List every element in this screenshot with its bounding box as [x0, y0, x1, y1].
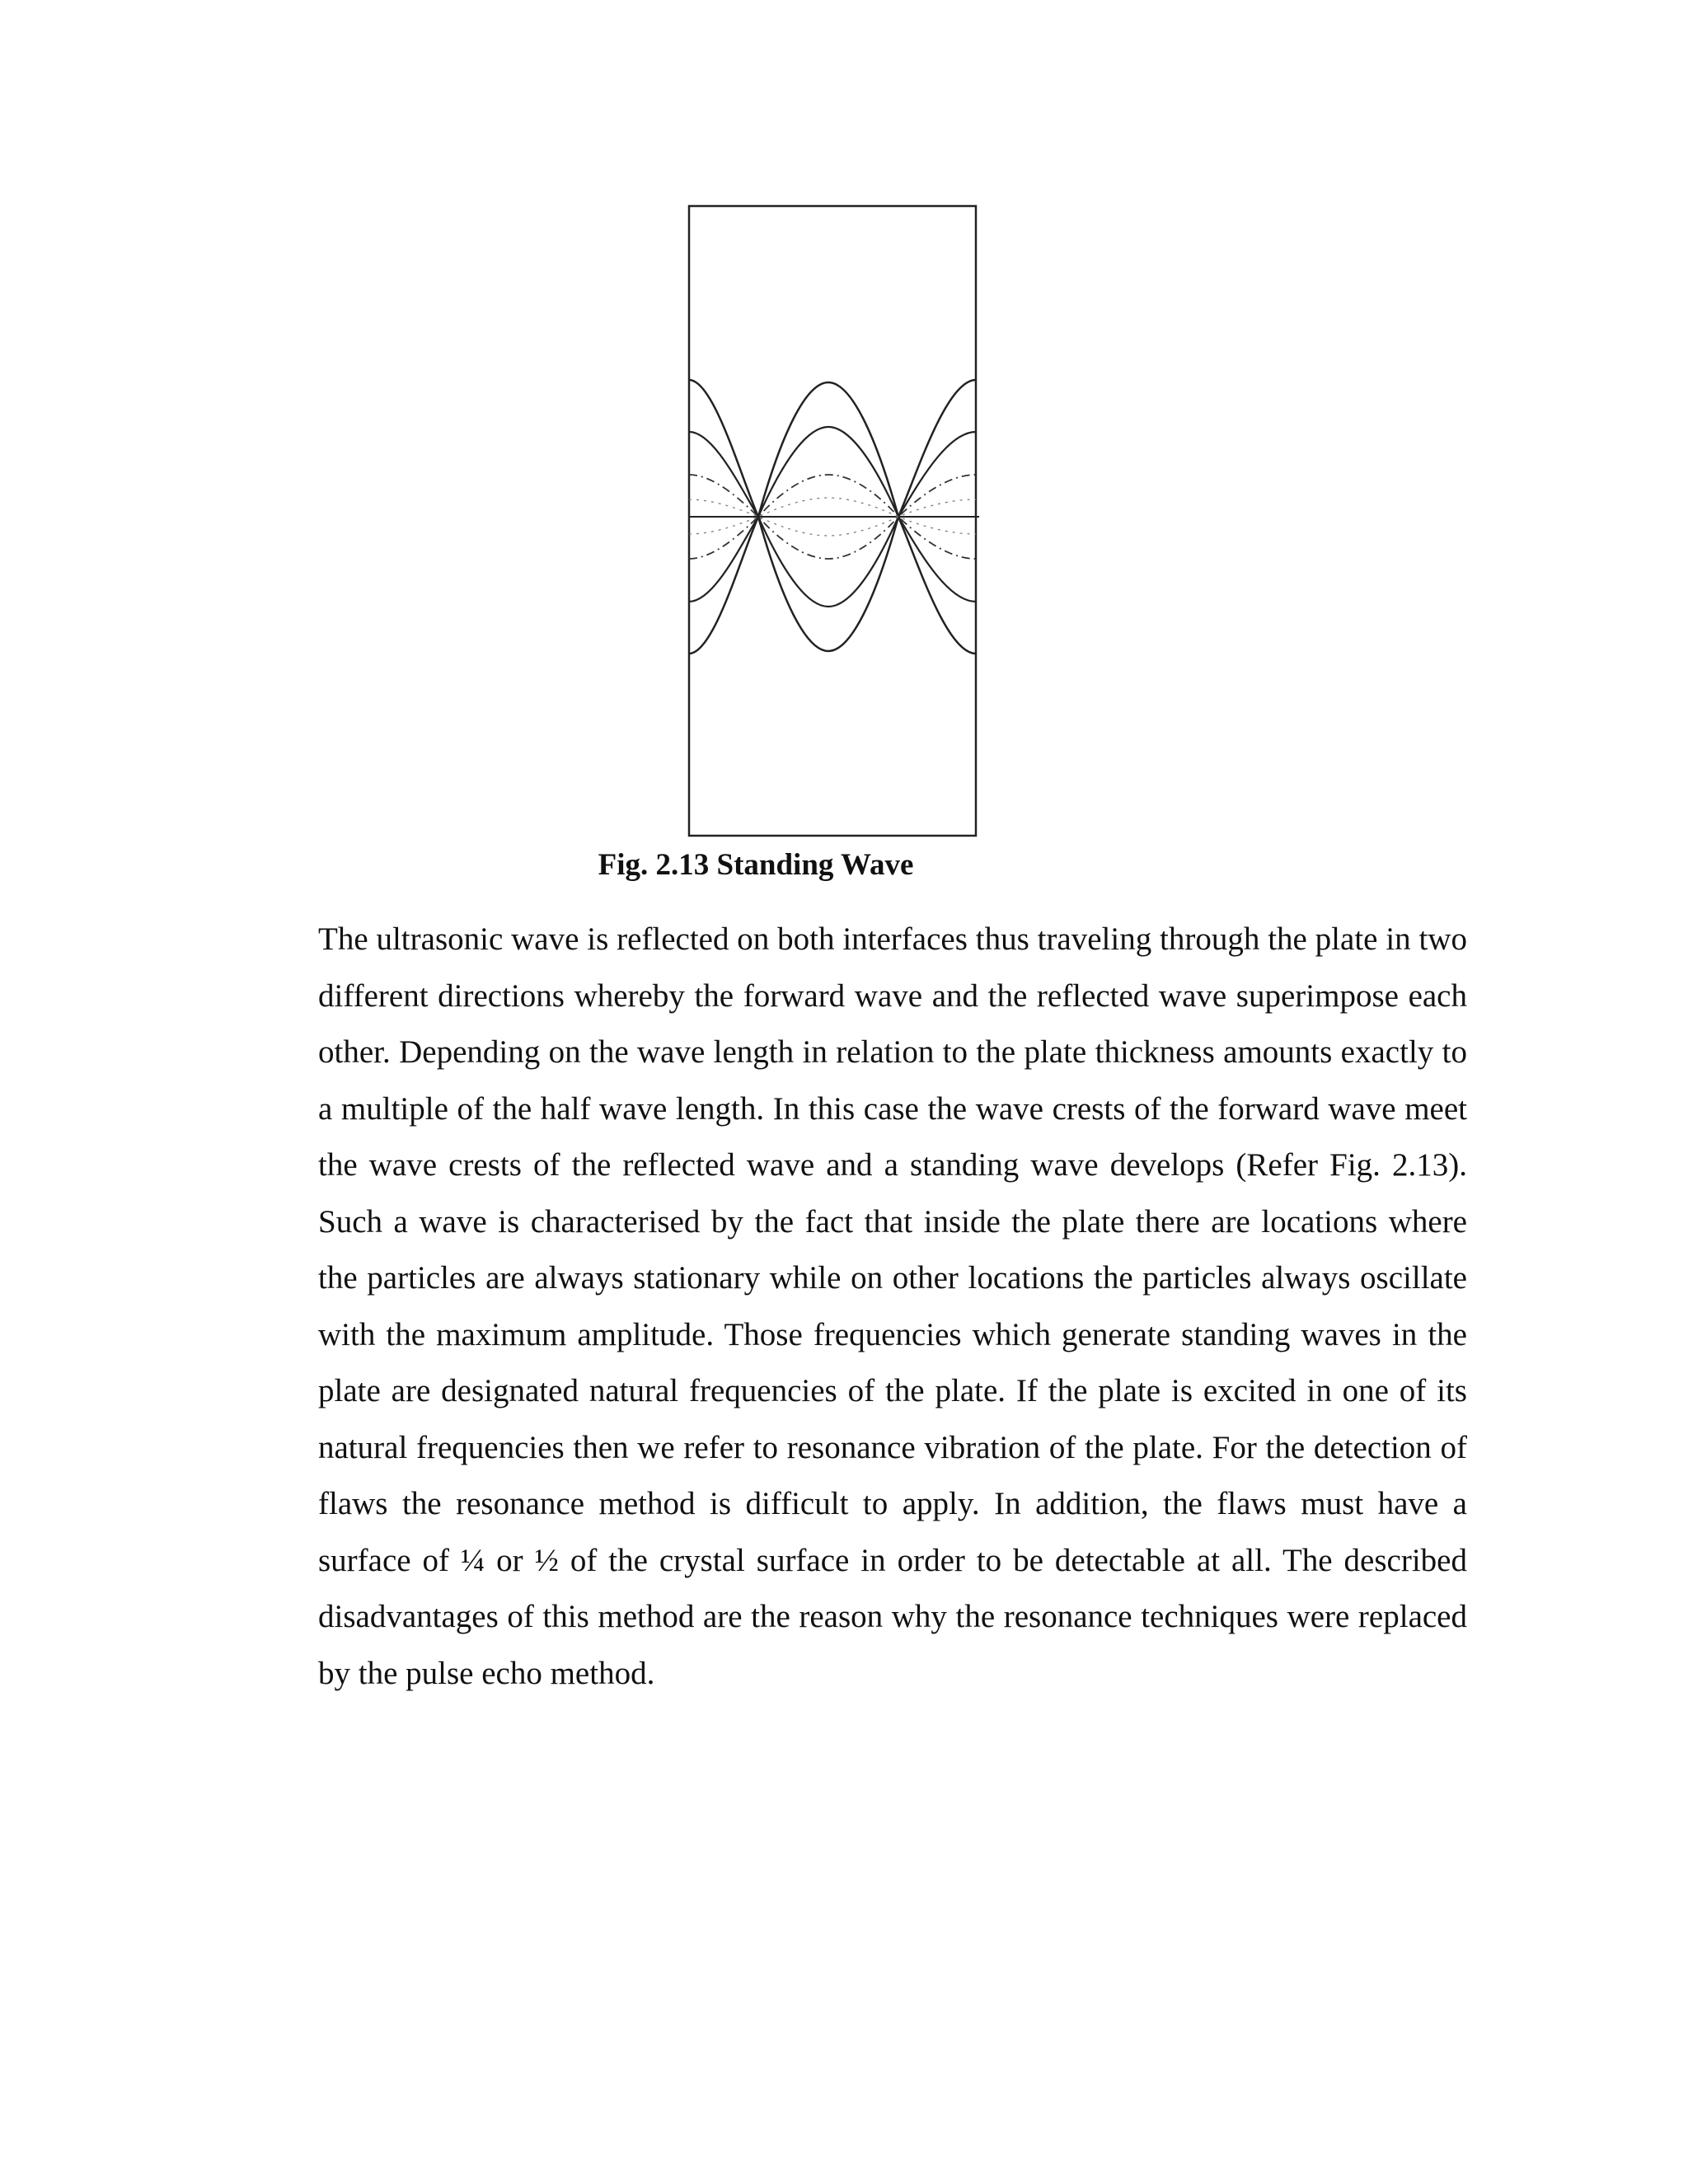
- plate-outline: [689, 206, 976, 836]
- figure-caption: Fig. 2.13 Standing Wave: [598, 848, 914, 882]
- wave-curve-upper-faint: [689, 498, 976, 517]
- wave-curve-lower-faint: [689, 517, 976, 536]
- wave-envelope-upper: [689, 380, 976, 517]
- wave-curve-upper-dashed: [689, 475, 976, 517]
- wave-envelope-lower: [689, 517, 976, 654]
- wave-curve-upper-2: [689, 427, 976, 517]
- standing-wave-figure: [684, 203, 982, 841]
- standing-wave-diagram: [684, 203, 982, 841]
- wave-curve-lower-2: [689, 517, 976, 607]
- wave-curve-lower-dashed: [689, 517, 976, 559]
- body-paragraph: The ultrasonic wave is reflected on both interfaces thus traveling through the plate in two different directions whereby the forward wave and the reflected wave superimpose each other. Depending on the wave length in relation to the plate thickness amounts exactly to a multiple of the half wave length. In this case the wave crests of the forward wave meet the wave crests of the reflected wave and a standing wave develops (Refer Fig. 2.13). Such a wave is characterised by the fact that inside the plate there are locations where the particles are always stationary while on other locations the particles always oscillate with the maximum amplitude. Those frequencies which generate standing waves in the plate are designated natural frequencies of the plate. If the plate is excited in one of its natural frequencies then we refer to resonance vibration of the plate. For the detection of flaws the resonance method is difficult to apply. In addition, the flaws must have a surface of ¼ or ½ of the crystal surface in order to be detectable at all. The described disadvantages of this method are the reason why the resonance techniques were replaced by the pulse echo method.: [318, 921, 1467, 1691]
